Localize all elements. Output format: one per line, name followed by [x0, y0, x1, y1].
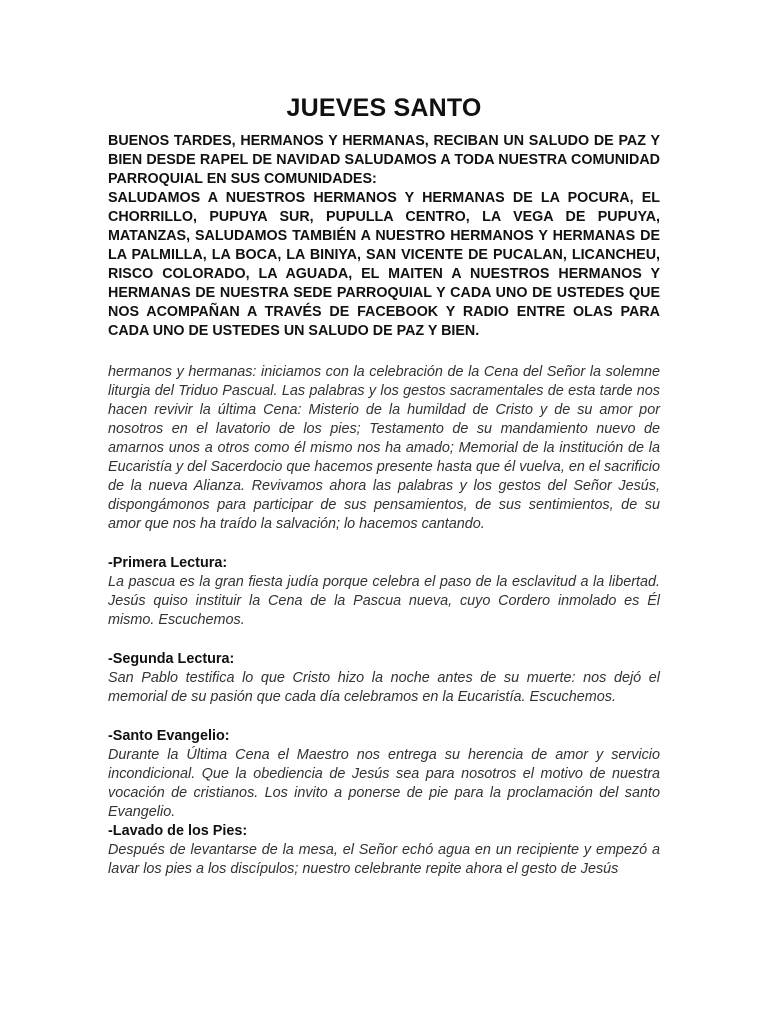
section-body: Después de levantarse de la mesa, el Señor echó agua en un recipiente y empezó a lavar los pies a los discípulos; nuestro celebrante repite ahora el gesto de Jesús	[108, 842, 660, 877]
section-heading: -Segunda Lectura:	[108, 651, 235, 667]
section-primera-lectura	[108, 554, 660, 630]
section-body: La pascua es la gran fiesta judía porque celebra el paso de la esclavitud a la libertad. Jesús quiso instituir la Cena de la Pascua nueva, cuyo Cordero inmolado es Él mismo. Escuchemos.	[108, 574, 660, 628]
section-segunda-lectura	[108, 650, 660, 707]
section-body: San Pablo testifica lo que Cristo hizo la noche antes de su muerte: nos dejó el memorial de su pasión que cada día celebramos en la Eucaristía. Escuchemos.	[108, 670, 660, 705]
document-page	[108, 0, 660, 879]
intro-paragraph: hermanos y hermanas: iniciamos con la celebración de la Cena del Señor la solemne liturgia del Triduo Pascual. Las palabras y los gestos sacramentales de esta tarde nos hacen revivir la última Cena: Misterio de la humildad de Cristo y de su amor por nosotros en el lavatorio de los pies; Testamento de su mandamiento nuevo de amarnos unos a otros como él mismo nos ha amado; Memorial de la institución de la Eucaristía y del Sacerdocio que hacemos presente hasta que él vuelva, en el sacrificio de la nueva Alianza. Revivamos ahora las palabras y los gestos del Señor Jesús, dispongámonos para participar de sus pensamientos, de sus sentimientos, de su amor que nos ha traído la salvación; lo hacemos cantando.	[108, 364, 660, 532]
section-lavado-de-los-pies	[108, 822, 660, 879]
greeting-paragraph: BUENOS TARDES, HERMANOS Y HERMANAS, RECIBAN UN SALUDO DE PAZ Y BIEN DESDE RAPEL DE NAVIDAD SALUDAMOS A TODA NUESTRA COMUNIDAD PARROQUIAL EN SUS COMUNIDADES:	[108, 133, 660, 187]
section-heading: -Primera Lectura:	[108, 555, 228, 571]
document-title: JUEVES SANTO	[286, 94, 482, 122]
section-santo-evangelio	[108, 727, 660, 822]
section-body: Durante la Última Cena el Maestro nos entrega su herencia de amor y servicio incondicional. Que la obediencia de Jesús sea para nosotros el motivo de nuestra vocación de cristianos. Los invito a ponerse de pie para la proclamación del santo Evangelio.	[108, 747, 660, 820]
section-heading: -Lavado de los Pies:	[108, 823, 248, 839]
greeting-block	[108, 132, 660, 341]
greeting-paragraph: SALUDAMOS A NUESTROS HERMANOS Y HERMANAS DE LA POCURA, EL CHORRILLO, PUPUYA SUR, PUPULLA CENTRO, LA VEGA DE PUPUYA, MATANZAS, SALUDAMOS TAMBIÉN A NUESTRO HERMANOS Y HERMANAS DE LA PALMILLA, LA BOCA, LA BINIYA, SAN VICENTE DE PUCALAN, LICANCHEU, RISCO COLORADO, LA AGUADA, EL MAITEN A NUESTROS HERMANOS Y HERMANAS DE NUESTRA SEDE PARROQUIAL Y CADA UNO DE USTEDES QUE NOS ACOMPAÑAN A TRAVÉS DE FACEBOOK Y RADIO ENTRE OLAS PARA CADA UNO DE USTEDES UN SALUDO DE PAZ Y BIEN.	[108, 190, 660, 339]
section-heading: -Santo Evangelio:	[108, 728, 230, 744]
